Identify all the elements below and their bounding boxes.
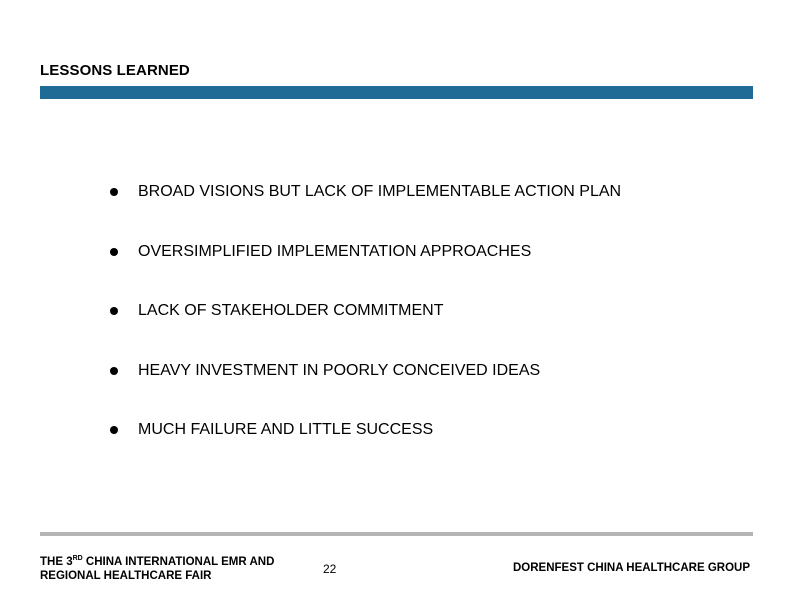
bullet-item: [110, 240, 621, 264]
footer-event-line-1: [40, 555, 274, 569]
footer-event-name: [40, 555, 274, 583]
footer-divider: [40, 532, 753, 536]
bullet-text: OVERSIMPLIFIED IMPLEMENTATION APPROACHES: [138, 242, 532, 260]
footer-event-ordinal: RD: [72, 555, 83, 563]
bullet-text: LACK OF STAKEHOLDER COMMITMENT: [138, 302, 444, 319]
bullet-item: [110, 180, 621, 204]
bullet-text: BROAD VISIONS BUT LACK OF IMPLEMENTABLE ACTION PLAN: [138, 183, 622, 200]
bullet-list: [110, 180, 621, 478]
bullet-item: [110, 359, 621, 383]
bullet-item: [110, 299, 621, 323]
bullet-text: MUCH FAILURE AND LITTLE SUCCESS: [138, 421, 434, 438]
title-underline-bar: [40, 86, 753, 99]
footer-organization: DORENFEST CHINA HEALTHCARE GROUP: [512, 562, 750, 574]
page-number: 22: [323, 562, 337, 576]
bullet-item: [110, 418, 621, 442]
footer-event-line-2: REGIONAL HEALTHCARE FAIR: [40, 570, 212, 582]
bullet-dot-icon: [110, 367, 118, 375]
footer-event-prefix: THE 3: [40, 556, 73, 568]
footer-event-suffix: CHINA INTERNATIONAL EMR AND: [82, 556, 275, 568]
slide-title: LESSONS LEARNED: [40, 62, 190, 79]
bullet-dot-icon: [110, 248, 118, 256]
bullet-dot-icon: [110, 426, 118, 434]
bullet-dot-icon: [110, 307, 118, 315]
bullet-text: HEAVY INVESTMENT IN POORLY CONCEIVED IDEAS: [138, 361, 541, 379]
bullet-dot-icon: [110, 188, 118, 196]
